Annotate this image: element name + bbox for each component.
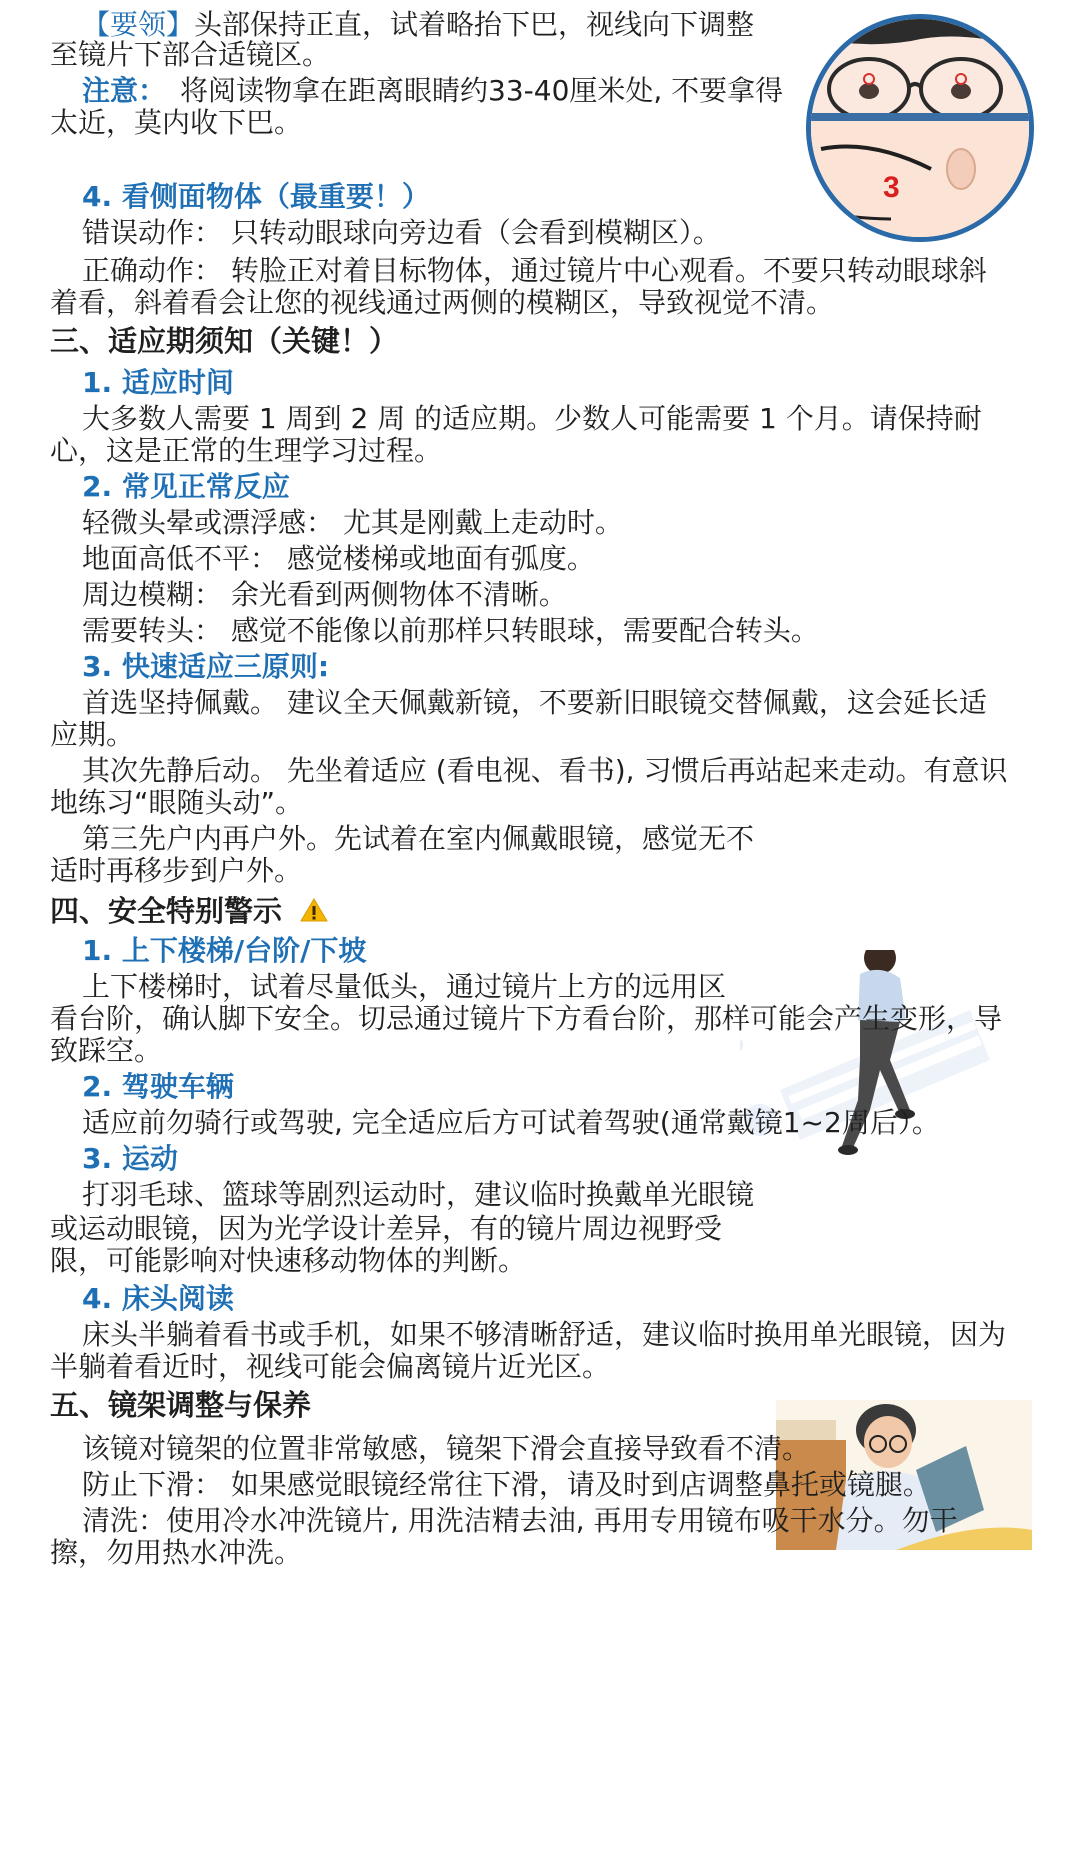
text-line: 致踩空。 [50, 1034, 163, 1067]
text-line: 地练习“眼随头动”。 [50, 786, 304, 819]
text-line: 限，可能影响对快速移动物体的判断。 [50, 1244, 527, 1277]
text-line: 看台阶，确认脚下安全。切忌通过镜片下方看台阶，那样可能会产生变形，导 [50, 1002, 1003, 1035]
text-line: 适时再移步到户外。 [50, 854, 303, 887]
text-line: 清洗：使用冷水冲洗镜片, 用洗洁精去油, 再用专用镜布吸干水分。勿干 [82, 1504, 958, 1537]
text-line: 大多数人需要 1 周到 2 周 的适应期。少数人可能需要 1 个月。请保持耐 [82, 402, 982, 435]
subheading-normal-reactions: 2. 常见正常反应 [82, 470, 290, 503]
text-line: 至镜片下部合适镜区。 [50, 38, 331, 71]
subheading-bedside-reading: 4. 床头阅读 [82, 1282, 234, 1315]
text-line: 需要转头： 感觉不能像以前那样只转眼球，需要配合转头。 [82, 614, 819, 647]
text-line: 第三先户内再户外。先试着在室内佩戴眼镜，感觉无不 [82, 822, 755, 855]
text-line: 太近，莫内收下巴。 [50, 106, 303, 139]
glasses-face-drawing [811, 19, 1029, 237]
text-line: 周边模糊： 余光看到两侧物体不清晰。 [82, 578, 567, 611]
note-tag: 注意： [82, 74, 167, 107]
circle-number: 3 [883, 171, 900, 204]
text-line: 轻微头晕或漂浮感： 尤其是刚戴上走动时。 [82, 506, 623, 539]
section-heading-frame-care: 五、镜架调整与保养 [50, 1388, 312, 1422]
text-span: 四、安全特别警示 [50, 894, 283, 928]
subheading-three-principles: 3. 快速适应三原则: [82, 650, 330, 683]
text-line: 半躺着看近时，视线可能会偏离镜片近光区。 [50, 1350, 611, 1383]
text-line: 地面高低不平： 感觉楼梯或地面有弧度。 [82, 542, 595, 575]
text-line: 其次先静后动。 先坐着适应 (看电视、看书), 习惯后再站起来走动。有意识 [82, 754, 1008, 787]
key-point-tag: 【要领】 [82, 8, 195, 41]
text-line: 首选坚持佩戴。 建议全天佩戴新镜，不要新旧眼镜交替佩戴，这会延长适 [82, 686, 987, 719]
text-span: 头部保持正直，试着略抬下巴，视线向下调整 [194, 8, 755, 41]
eye-position-illustration [806, 14, 1034, 242]
subheading-adaptation-time: 1. 适应时间 [82, 366, 234, 399]
text-line: 防止下滑： 如果感觉眼镜经常往下滑，请及时到店调整鼻托或镜腿。 [82, 1468, 931, 1501]
subheading-stairs: 1. 上下楼梯/台阶/下坡 [82, 934, 367, 967]
text-line: 错误动作： 只转动眼球向旁边看（会看到模糊区）。 [82, 216, 721, 249]
text-line: 适应前勿骑行或驾驶, 完全适应后方可试着驾驶(通常戴镜1~2周后）。 [82, 1106, 940, 1139]
text-line: 正确动作： 转脸正对着目标物体，通过镜片中心观看。不要只转动眼球斜 [82, 254, 987, 287]
subheading-driving: 2. 驾驶车辆 [82, 1070, 234, 1103]
text-span: 将阅读物拿在距离眼睛约33-40厘米处, 不要拿得 [180, 74, 784, 107]
text-line: 着看，斜着看会让您的视线通过两侧的模糊区，导致视觉不清。 [50, 286, 835, 319]
text-line: 擦，勿用热水冲洗。 [50, 1536, 303, 1569]
subheading-side-objects: 4. 看侧面物体（最重要！） [82, 180, 430, 213]
text-line: 上下楼梯时，试着尽量低头，通过镜片上方的远用区 [82, 970, 727, 1003]
section-heading-safety [50, 892, 328, 932]
text-line: 心，这是正常的生理学习过程。 [50, 434, 443, 467]
text-line: 或运动眼镜，因为光学设计差异，有的镜片周边视野受 [50, 1212, 723, 1245]
walking-man-illustration [740, 950, 1000, 1180]
text-line: 应期。 [50, 718, 135, 751]
text-line: 该镜对镜架的位置非常敏感，镜架下滑会直接导致看不清。 [82, 1432, 811, 1465]
subheading-sports: 3. 运动 [82, 1142, 178, 1175]
warning-triangle-icon [300, 894, 328, 932]
text-line: 打羽毛球、篮球等剧烈运动时，建议临时换戴单光眼镜 [82, 1178, 755, 1211]
text-line: 床头半躺着看书或手机，如果不够清晰舒适，建议临时换用单光眼镜，因为 [82, 1318, 1007, 1351]
section-heading-adaptation: 三、适应期须知（关键！） [50, 324, 399, 358]
